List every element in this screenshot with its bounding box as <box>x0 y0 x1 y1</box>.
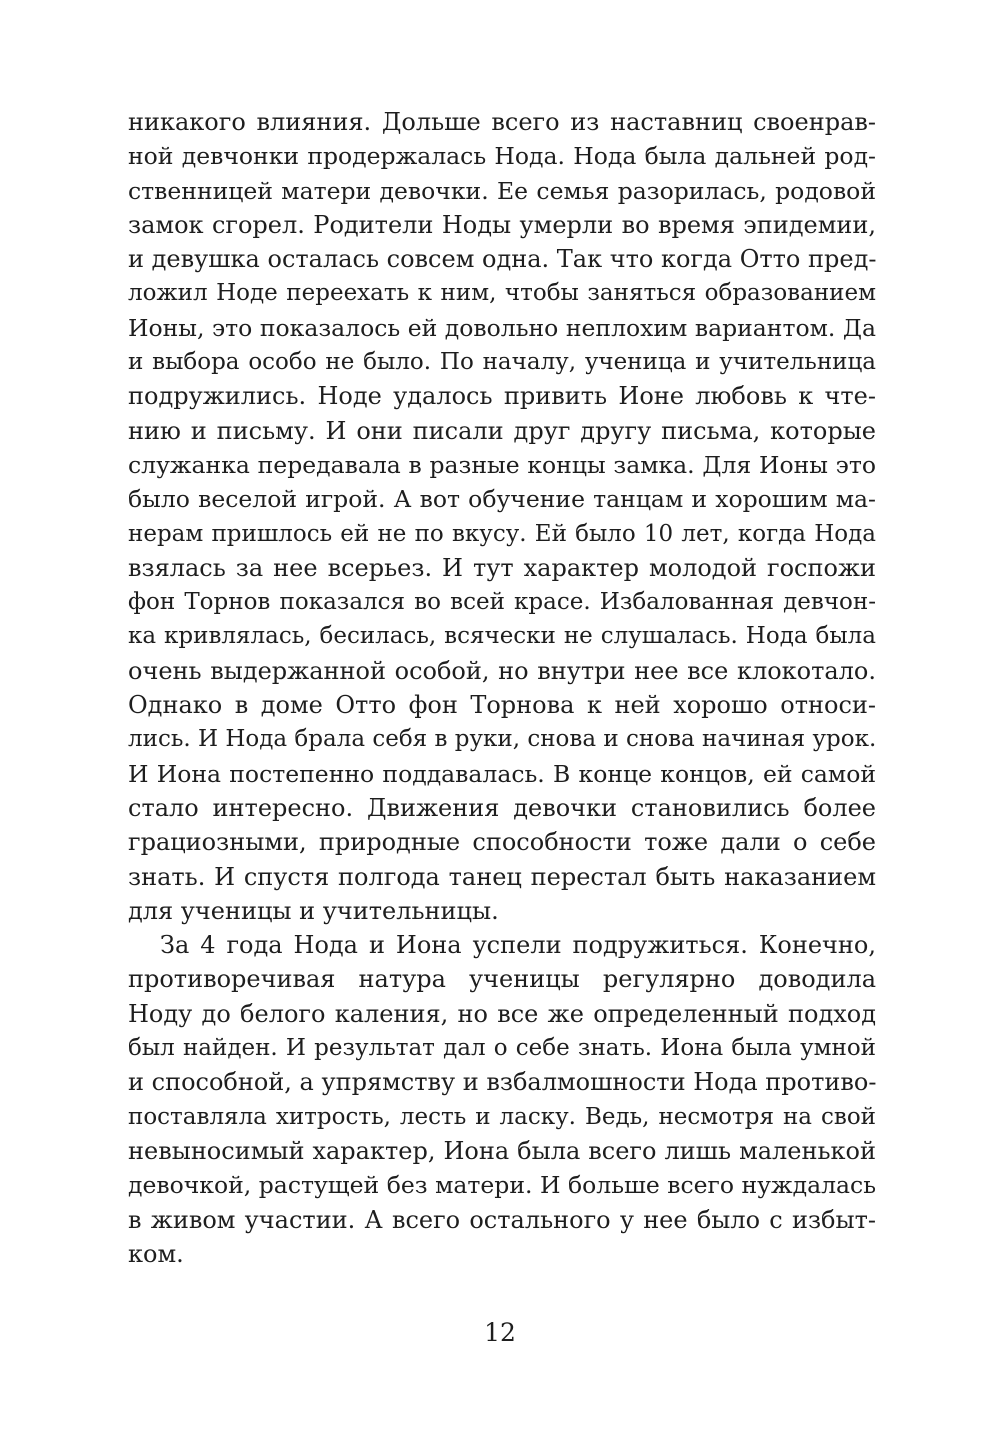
text-line: было веселой игрой. А вот обучение танцам и хорошим ма- <box>128 485 876 514</box>
text-line: Ионы, это показалось ей довольно неплохим вариантом. Да <box>128 313 876 342</box>
text-line: очень выдержанной особой, но внутри нее все клокотало. <box>128 656 876 685</box>
body-text <box>128 105 876 1271</box>
text-line: стало интересно. Движения девочки становились более <box>128 793 876 822</box>
text-line: и девушка осталась совсем одна. Так что когда Отто пред- <box>128 245 877 274</box>
text-line: нерам пришлось ей не по вкусу. Ей было 10 лет, когда Нода <box>128 520 876 547</box>
text-line: никакого влияния. Дольше всего из наставниц своенрав- <box>128 108 876 136</box>
paragraph-2 <box>128 928 876 1271</box>
text-line: ком. <box>128 1239 184 1268</box>
text-line: И Иона постепенно поддавалась. В конце концов, ей самой <box>128 759 876 788</box>
text-line: был найден. И результат дал о себе знать. Иона была умной <box>128 1035 876 1062</box>
text-line: ка кривлялась, бесилась, всячески не слушалась. Нода была <box>128 623 876 650</box>
text-line: Однако в доме Отто фон Торнова к ней хорошо относи- <box>128 691 876 720</box>
text-line: в живом участии. А всего остального у нее было с избыт- <box>128 1205 876 1234</box>
text-line: знать. И спустя полгода танец перестал быть наказанием <box>128 862 876 891</box>
text-line: и способной, а упрямству и взбалмошности Нода противо- <box>128 1068 877 1097</box>
text-line: ной девчонки продержалась Нода. Нода была дальней род- <box>128 142 876 171</box>
page-number: 12 <box>484 1318 516 1347</box>
text-line: замок сгорел. Родители Ноды умерли во время эпидемии, <box>128 210 876 239</box>
text-line: девочкой, растущей без матери. И больше всего нуждалась <box>128 1171 876 1200</box>
text-line: служанка передавала в разные концы замка. Для Ионы это <box>128 450 876 479</box>
text-line: и выбора особо не было. По началу, ученица и учительница <box>128 349 876 376</box>
text-line: взялась за нее всерьез. И тут характер молодой госпожи <box>128 553 876 582</box>
text-line: подружились. Ноде удалось привить Ионе любовь к чте- <box>128 382 876 411</box>
text-line: нию и письму. И они писали друг другу письма, которые <box>128 416 876 445</box>
text-line: фон Торнов показался во всей красе. Избалованная девчон- <box>128 589 876 616</box>
text-line: ственницей матери девочки. Ее семья разорилась, родовой <box>128 176 876 205</box>
text-line: для ученицы и учительницы. <box>128 896 499 925</box>
text-line: невыносимый характер, Иона была всего лишь маленькой <box>128 1136 876 1165</box>
text-line: поставляла хитрость, лесть и ласку. Ведь, несмотря на свой <box>128 1103 876 1130</box>
text-line: Ноду до белого каления, но все же определенный подход <box>128 999 876 1028</box>
text-line: грациозными, природные способности тоже дали о себе <box>128 828 876 857</box>
text-line: За 4 года Нода и Иона успели подружиться. Конечно, <box>160 931 876 960</box>
text-line: противоречивая натура ученицы регулярно доводила <box>128 965 876 994</box>
text-line: лись. И Нода брала себя в руки, снова и снова начиная урок. <box>128 726 877 753</box>
paragraph-1 <box>128 105 876 928</box>
text-line: ложил Ноде переехать к ним, чтобы заняться образованием <box>128 280 876 307</box>
